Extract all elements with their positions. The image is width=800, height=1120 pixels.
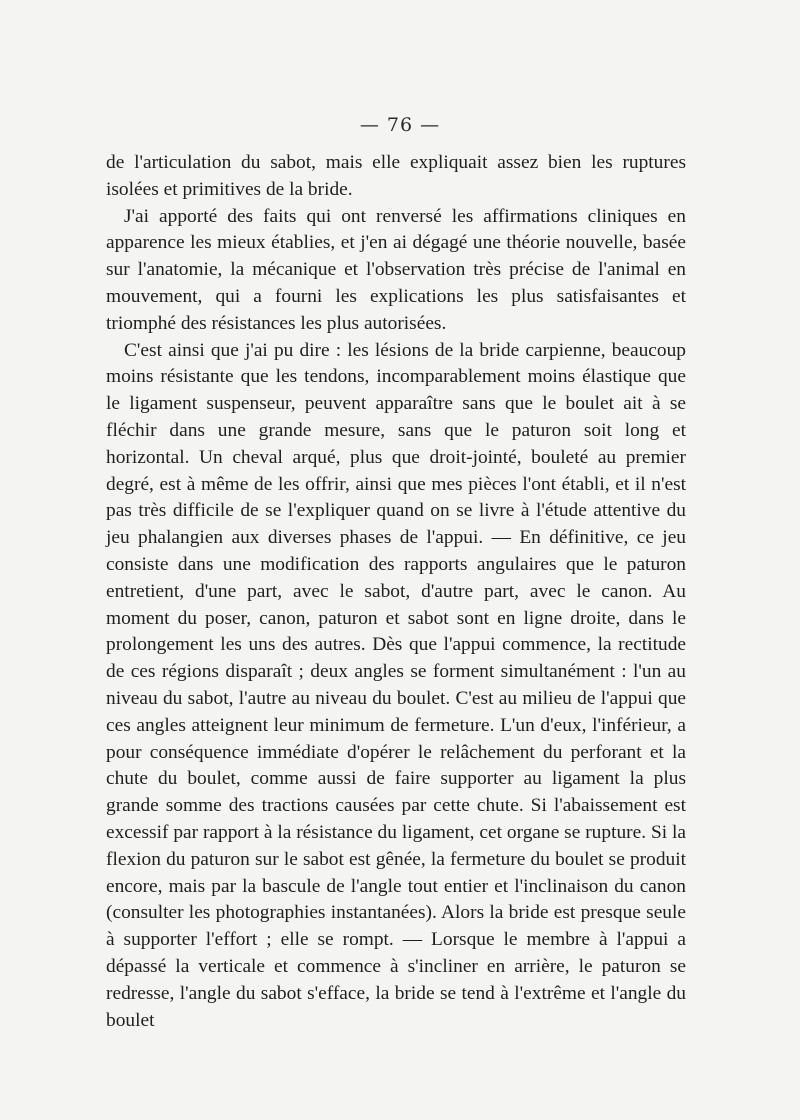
body-text (106, 150, 686, 1034)
paragraph-3: C'est ainsi que j'ai pu dire : les lésions de la bride carpienne, beaucoup moins résistante que les tendons, incomparablement moins élastique que le ligament suspenseur, peuvent apparaître sans que le boulet ait à se fléchir dans une grande mesure, sans que le paturon soit long et horizontal. Un cheval arqué, plus que droit-jointé, bouleté au premier degré, est à même de les offrir, ainsi que mes pièces l'ont établi, et il n'est pas très difficile de se l'expliquer quand on se livre à l'étude attentive du jeu phalangien aux diverses phases de l'appui. — En définitive, ce jeu consiste dans une modification des rapports angulaires que le paturon entretient, d'une part, avec le sabot, d'autre part, avec le canon. Au moment du poser, canon, paturon et sabot sont en ligne droite, dans le prolongement les uns des autres. Dès que l'appui commence, la rectitude de ces régions disparaît ; deux angles se forment simultanément : l'un au niveau du sabot, l'autre au niveau du boulet. C'est au milieu de l'appui que ces angles atteignent leur minimum de fermeture. L'un d'eux, l'inférieur, a pour conséquence immédiate d'opérer le relâchement du perforant et la chute du boulet, comme aussi de faire supporter au ligament la plus grande somme des tractions causées par cette chute. Si l'abaissement est excessif par rapport à la résistance du ligament, cet organe se rupture. Si la flexion du paturon sur le sabot est gênée, la fermeture du boulet se produit encore, mais par la bascule de l'angle tout entier et l'inclinaison du canon (consulter les photographies instantanées). Alors la bride est presque seule à supporter l'effort ; elle se rompt. — Lorsque le membre à l'appui a dépassé la verticale et commence à s'incliner en arrière, le paturon se redresse, l'angle du sabot s'efface, la bride se tend à l'extrême et l'angle du boulet (106, 339, 686, 1031)
paragraph-1: de l'articulation du sabot, mais elle expliquait assez bien les ruptures isolées et primitives de la bride. (106, 152, 686, 200)
paragraph-2: J'ai apporté des faits qui ont renversé les affirmations cliniques en apparence les mieux établies, et j'en ai dégagé une théorie nouvelle, basée sur l'anatomie, la mécanique et l'observation très précise de l'animal en mouvement, qui a fourni les explications les plus satisfaisantes et triomphé des résistances les plus autorisées. (106, 205, 686, 334)
page-number: — 76 — (359, 114, 441, 136)
